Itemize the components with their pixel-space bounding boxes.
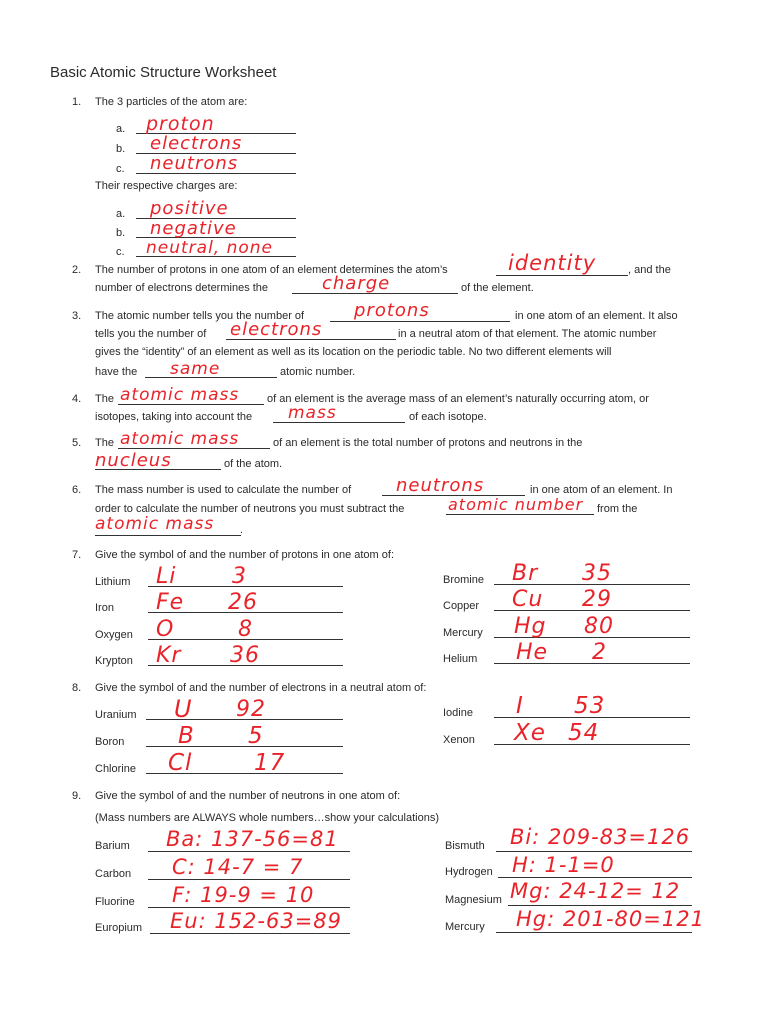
q7-left-0-label: Lithium [95, 576, 131, 588]
q1-letter-b: b. [116, 143, 126, 155]
q9-text: Give the symbol of and the number of neutrons in one atom of: [95, 790, 401, 802]
q7-left-0-number: 3 [232, 564, 247, 589]
q2-number: 2. [72, 264, 82, 276]
q1-b-answer: electrons [150, 133, 243, 154]
q6-answer-1: neutrons [396, 475, 485, 496]
q1-number: 1. [72, 96, 82, 108]
q5-text-1: The [95, 437, 114, 449]
q9-right-3-blank[interactable] [496, 932, 692, 933]
q7-right-3-symbol: He [516, 640, 549, 665]
q7-left-2-label: Oxygen [95, 629, 133, 641]
q7-right-1-label: Copper [443, 600, 480, 612]
q3-text-4: in a neutral atom of that element. The atomic number [398, 328, 657, 340]
q3-text-2: in one atom of an element. It also [515, 310, 678, 322]
q5-answer-1: atomic mass [120, 429, 240, 449]
q8-right-0-label: Iodine [443, 707, 473, 719]
q9-left-3-blank[interactable] [150, 933, 350, 934]
q6-text-2: in one atom of an element. In [530, 484, 673, 496]
q3-number: 3. [72, 310, 82, 322]
q4-answer-2: mass [288, 403, 337, 423]
q8-right-1-number: 54 [568, 720, 600, 746]
q1-a-answer: proton [146, 113, 215, 135]
q7-left-1-number: 26 [228, 590, 258, 615]
q6-answer-2: atomic number [448, 495, 584, 514]
q9-left-3-answer: Eu: 152-63=89 [170, 909, 343, 933]
q5-number: 5. [72, 437, 82, 449]
q1-charge-c-answer: neutral, none [146, 238, 274, 258]
q9-right-2-answer: Mg: 24-12= 12 [510, 879, 681, 903]
q3-text-5: gives the “identity” of an element as well as its location on the periodic table. No two different elements will [95, 346, 612, 358]
q7-right-2-number: 80 [584, 614, 614, 639]
q2-answer-2: charge [322, 273, 391, 294]
q7-left-2-number: 8 [238, 617, 253, 642]
q6-text-4: from the [597, 503, 638, 515]
q5-answer-2: nucleus [95, 450, 172, 471]
q7-text: Give the symbol of and the number of protons in one atom of: [95, 549, 395, 561]
q8-number: 8. [72, 682, 82, 694]
q8-left-0-number: 92 [236, 697, 266, 722]
q9-left-0-label: Barium [95, 840, 130, 852]
q7-number: 7. [72, 549, 82, 561]
q2-text-2: , and the [628, 264, 671, 276]
q3-blank-1[interactable] [330, 321, 510, 322]
q9-right-1-label: Hydrogen [445, 866, 493, 878]
q7-left-1-label: Iron [95, 602, 114, 614]
q9-left-1-label: Carbon [95, 868, 132, 880]
q4-text-4: of each isotope. [409, 411, 487, 423]
q9-left-3-label: Europium [95, 922, 143, 934]
q2-answer-1: identity [508, 251, 597, 275]
q8-left-1-label: Boron [95, 736, 125, 748]
q8-right-0-symbol: I [516, 693, 524, 719]
q3-answer-1: protons [354, 300, 430, 321]
q6-answer-3: atomic mass [95, 514, 215, 534]
q6-number: 6. [72, 484, 82, 496]
q1-charge-a-answer: positive [150, 198, 229, 219]
q8-left-0-symbol: U [174, 695, 193, 723]
q3-text-6: have the [95, 366, 138, 378]
q8-left-0-label: Uranium [95, 709, 137, 721]
worksheet-title: Basic Atomic Structure Worksheet [50, 64, 277, 81]
q3-text-3: tells you the number of [95, 328, 207, 340]
q3-text-7: atomic number. [280, 366, 356, 378]
q8-right-0-number: 53 [574, 693, 606, 719]
q1-charge-letter-c: c. [116, 246, 125, 258]
q2-blank-1[interactable] [496, 275, 628, 276]
q6-text-1: The mass number is used to calculate the number of [95, 484, 352, 496]
q8-left-2-symbol: Cl [168, 750, 193, 776]
q7-right-3-number: 2 [592, 640, 607, 665]
q9-right-2-blank[interactable] [508, 905, 692, 906]
q9-right-1-blank[interactable] [498, 877, 692, 878]
q2-text-3: number of electrons determines the [95, 282, 269, 294]
q7-right-0-label: Bromine [443, 574, 484, 586]
q7-right-1-number: 29 [582, 587, 612, 612]
q6-text-3: order to calculate the number of neutrons you must subtract the [95, 503, 405, 515]
q9-left-0-answer: Ba: 137-56=81 [166, 827, 339, 851]
q6-blank-2[interactable] [446, 514, 594, 515]
q8-right-1-label: Xenon [443, 734, 475, 746]
q1-charge-letter-b: b. [116, 227, 126, 239]
q9-right-3-label: Mercury [445, 921, 485, 933]
q1-letter-c: c. [116, 163, 125, 175]
q4-text-2: of an element is the average mass of an element’s naturally occurring atom, or [267, 393, 649, 405]
q9-right-0-answer: Bi: 209-83=126 [510, 825, 691, 849]
q6-text-5: . [240, 524, 244, 536]
q3-answer-2: electrons [230, 319, 323, 340]
q8-left-1-symbol: B [178, 723, 195, 749]
q8-left-1-blank[interactable] [146, 746, 343, 747]
q7-left-2-symbol: O [156, 617, 175, 642]
q1-charge-b-answer: negative [150, 218, 237, 239]
q7-left-1-symbol: Fe [156, 590, 185, 615]
q7-right-3-label: Helium [443, 653, 478, 665]
q4-text-1: The [95, 393, 114, 405]
q8-left-1-number: 5 [248, 723, 264, 749]
q7-left-0-symbol: Li [156, 564, 177, 589]
q9-right-2-label: Magnesium [445, 894, 502, 906]
q7-left-3-number: 36 [230, 643, 260, 668]
q8-left-2-label: Chlorine [95, 763, 136, 775]
q5-text-3: of the atom. [224, 458, 283, 470]
q9-left-2-label: Fluorine [95, 896, 135, 908]
q7-right-0-number: 35 [582, 561, 612, 586]
q9-left-1-answer: C: 14-7 = 7 [172, 855, 304, 879]
q7-right-1-symbol: Cu [512, 587, 544, 612]
q8-text: Give the symbol of and the number of electrons in a neutral atom of: [95, 682, 427, 694]
q6-blank-3[interactable] [95, 535, 241, 536]
q7-left-3-symbol: Kr [156, 643, 182, 668]
q3-text-1: The atomic number tells you the number of [95, 310, 305, 322]
q5-text-2: of an element is the total number of protons and neutrons in the [273, 437, 583, 449]
q9-right-1-answer: H: 1-1=0 [512, 853, 615, 877]
q7-left-3-label: Krypton [95, 655, 133, 667]
q1-text: The 3 particles of the atom are: [95, 96, 248, 108]
q4-answer-1: atomic mass [120, 385, 240, 405]
q9-right-3-answer: Hg: 201-80=121 [516, 907, 705, 931]
q7-right-2-symbol: Hg [514, 614, 547, 639]
q9-right-0-blank[interactable] [496, 851, 692, 852]
q9-left-2-answer: F: 19-9 = 10 [172, 883, 315, 907]
q1-charges-text: Their respective charges are: [95, 180, 238, 192]
q9-number: 9. [72, 790, 82, 802]
q9-left-0-blank[interactable] [148, 851, 350, 852]
q4-number: 4. [72, 393, 82, 405]
q2-text-1: The number of protons in one atom of an element determines the atom’s [95, 264, 448, 276]
q9-left-1-blank[interactable] [148, 879, 350, 880]
q2-text-4: of the element. [461, 282, 534, 294]
q8-left-2-number: 17 [254, 750, 286, 776]
q8-right-1-symbol: Xe [514, 720, 546, 746]
q1-c-answer: neutrons [150, 153, 239, 174]
q7-right-2-label: Mercury [443, 627, 483, 639]
q9-right-0-label: Bismuth [445, 840, 485, 852]
q4-text-3: isotopes, taking into account the [95, 411, 253, 423]
q9-left-2-blank[interactable] [148, 907, 350, 908]
q3-answer-3: same [170, 359, 221, 379]
q1-charge-letter-a: a. [116, 208, 126, 220]
q7-right-0-symbol: Br [512, 561, 539, 586]
q1-letter-a: a. [116, 123, 126, 135]
q9-note: (Mass numbers are ALWAYS whole numbers…show your calculations) [95, 812, 439, 824]
